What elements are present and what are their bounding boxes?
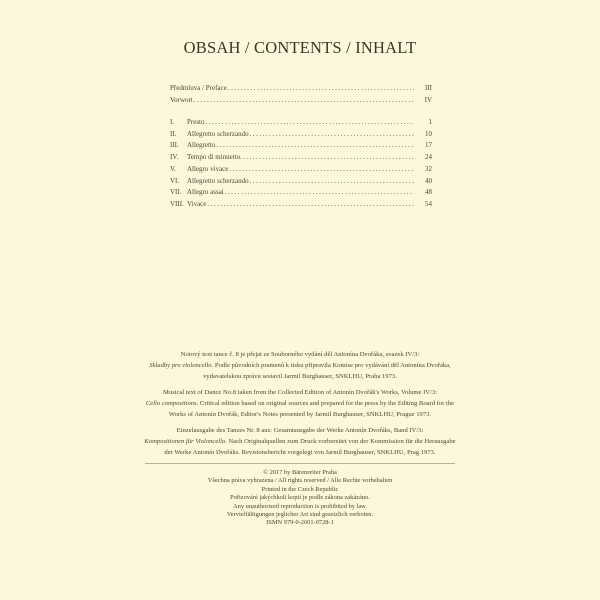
leader-dots [216, 140, 414, 150]
toc-entry [170, 176, 432, 186]
edition-notes [140, 349, 460, 458]
toc-page: III [425, 84, 432, 92]
note-german [140, 425, 460, 458]
toc-entry [170, 83, 432, 93]
copyright-block [140, 469, 460, 528]
note-title: Kompositionen für Violoncello. [144, 438, 227, 445]
toc-entry [170, 187, 432, 197]
toc-entry [170, 129, 432, 139]
lower-section [140, 349, 460, 528]
note-text: Einzelausgabe des Tanzes Nr. 8 aus: Gesamtausgabe der Werke Antonín Dvořáks, Band IV/3: [176, 427, 424, 434]
note-title: Cello compositions. [145, 400, 199, 407]
leader-dots [194, 95, 414, 105]
copyright-line: Any unauthorized reproduction is prohibited by law. [233, 502, 367, 510]
toc-label: Allegretto scherzando [187, 176, 249, 185]
toc-label: Allegretto [187, 141, 216, 150]
toc-label: Vorwort [170, 96, 193, 104]
note-text: Musical text of Dance No.8 taken from the Collected Edition of Antonín Dvořák's Works, Volume IV/3: [162, 389, 438, 396]
toc-entry [170, 95, 432, 105]
toc-label: Allegretto scherzando [187, 129, 249, 138]
movement-number: IV. [170, 153, 179, 162]
copyright-line: © 2017 by Bärenreiter Praha [263, 469, 337, 476]
leader-dots [250, 129, 414, 139]
note-czech [140, 349, 460, 382]
toc-entry [170, 140, 432, 150]
leader-dots [225, 187, 414, 197]
leader-dots [207, 199, 414, 209]
toc-entry [170, 117, 432, 127]
copyright-line: Printed in the Czech Republic [261, 485, 339, 493]
leader-dots [243, 152, 414, 162]
page-title: OBSAH / CONTENTS / INHALT [183, 38, 417, 57]
toc-page: 24 [425, 153, 432, 162]
note-text: Podle původních pramenů k tisku připravila Komise pro vydávání děl Antonína Dvořáka, vydavatelskou zprávu sestavil Jarmil Burghauser, SNKLHU, Praha 1973. [203, 362, 451, 380]
toc-entry [170, 164, 432, 174]
toc-label: Allegro vivace [187, 164, 229, 173]
movement-number: VI. [170, 176, 180, 185]
leader-dots [250, 176, 414, 186]
toc-page: 48 [425, 188, 432, 197]
toc-label: Presto [187, 118, 205, 126]
toc-label: Allegro assai [187, 188, 224, 197]
movement-number: II. [170, 129, 177, 138]
movement-number: V. [170, 164, 176, 173]
movement-number: VII. [170, 188, 182, 197]
movement-number: VIII. [170, 199, 184, 208]
copyright-line: Všechna práva vyhrazena / All rights reserved / Alle Rechte vorbehalten [207, 477, 393, 485]
toc-page: 10 [425, 129, 432, 138]
toc-page: IV [424, 96, 432, 104]
toc-page: 40 [425, 176, 432, 185]
note-text: Critical edition based on original sources and prepared for the press by the Editing Board for the Works of Antonín Dvořák, Editor's Notes presented by Jarmil Burghauser, SNKLHU, Prague 1973. [168, 400, 455, 418]
copyright-line: ISMN 979-0-2601-0728-1 [266, 519, 334, 527]
toc-entry [170, 152, 432, 162]
movement-number: III. [170, 141, 179, 150]
toc-page: 17 [425, 141, 432, 150]
toc-entry [170, 199, 432, 209]
note-text: Nach Originalquellen zum Druck vorbereitet von der Kommission für die Herausgabe der Werke Antonín Dvořáks. Revisionsbericht vorgelegt von Jarmil Burghauser, SNKLHU, Prag 1973. [164, 438, 456, 456]
toc-label: Tempo di minuetto. [187, 153, 242, 162]
leader-dots [229, 164, 414, 174]
toc-page: 32 [425, 164, 432, 173]
leader-dots [228, 83, 414, 93]
movement-number: I. [170, 118, 175, 126]
toc-page: 1 [428, 118, 432, 126]
leader-dots [206, 117, 415, 127]
note-text: Notový text tance č. 8 je přejat ze Souborného vydání děl Antonína Dvořáka, svazek IV/3: [180, 351, 420, 358]
copyright-line: Vervielfältigungen jeglicher Art sind gesetzlich verboten. [226, 511, 374, 519]
divider [145, 463, 455, 464]
toc-page: 54 [425, 199, 432, 208]
note-english [140, 387, 460, 420]
copyright-line: Pořizování jakýchkoli kopií je podle zákona zakázáno. [230, 494, 370, 502]
toc-label: Předmluva / Preface [170, 84, 227, 92]
toc-label: Vivace [187, 199, 207, 208]
note-title: Skladby pro violoncello. [149, 362, 214, 369]
